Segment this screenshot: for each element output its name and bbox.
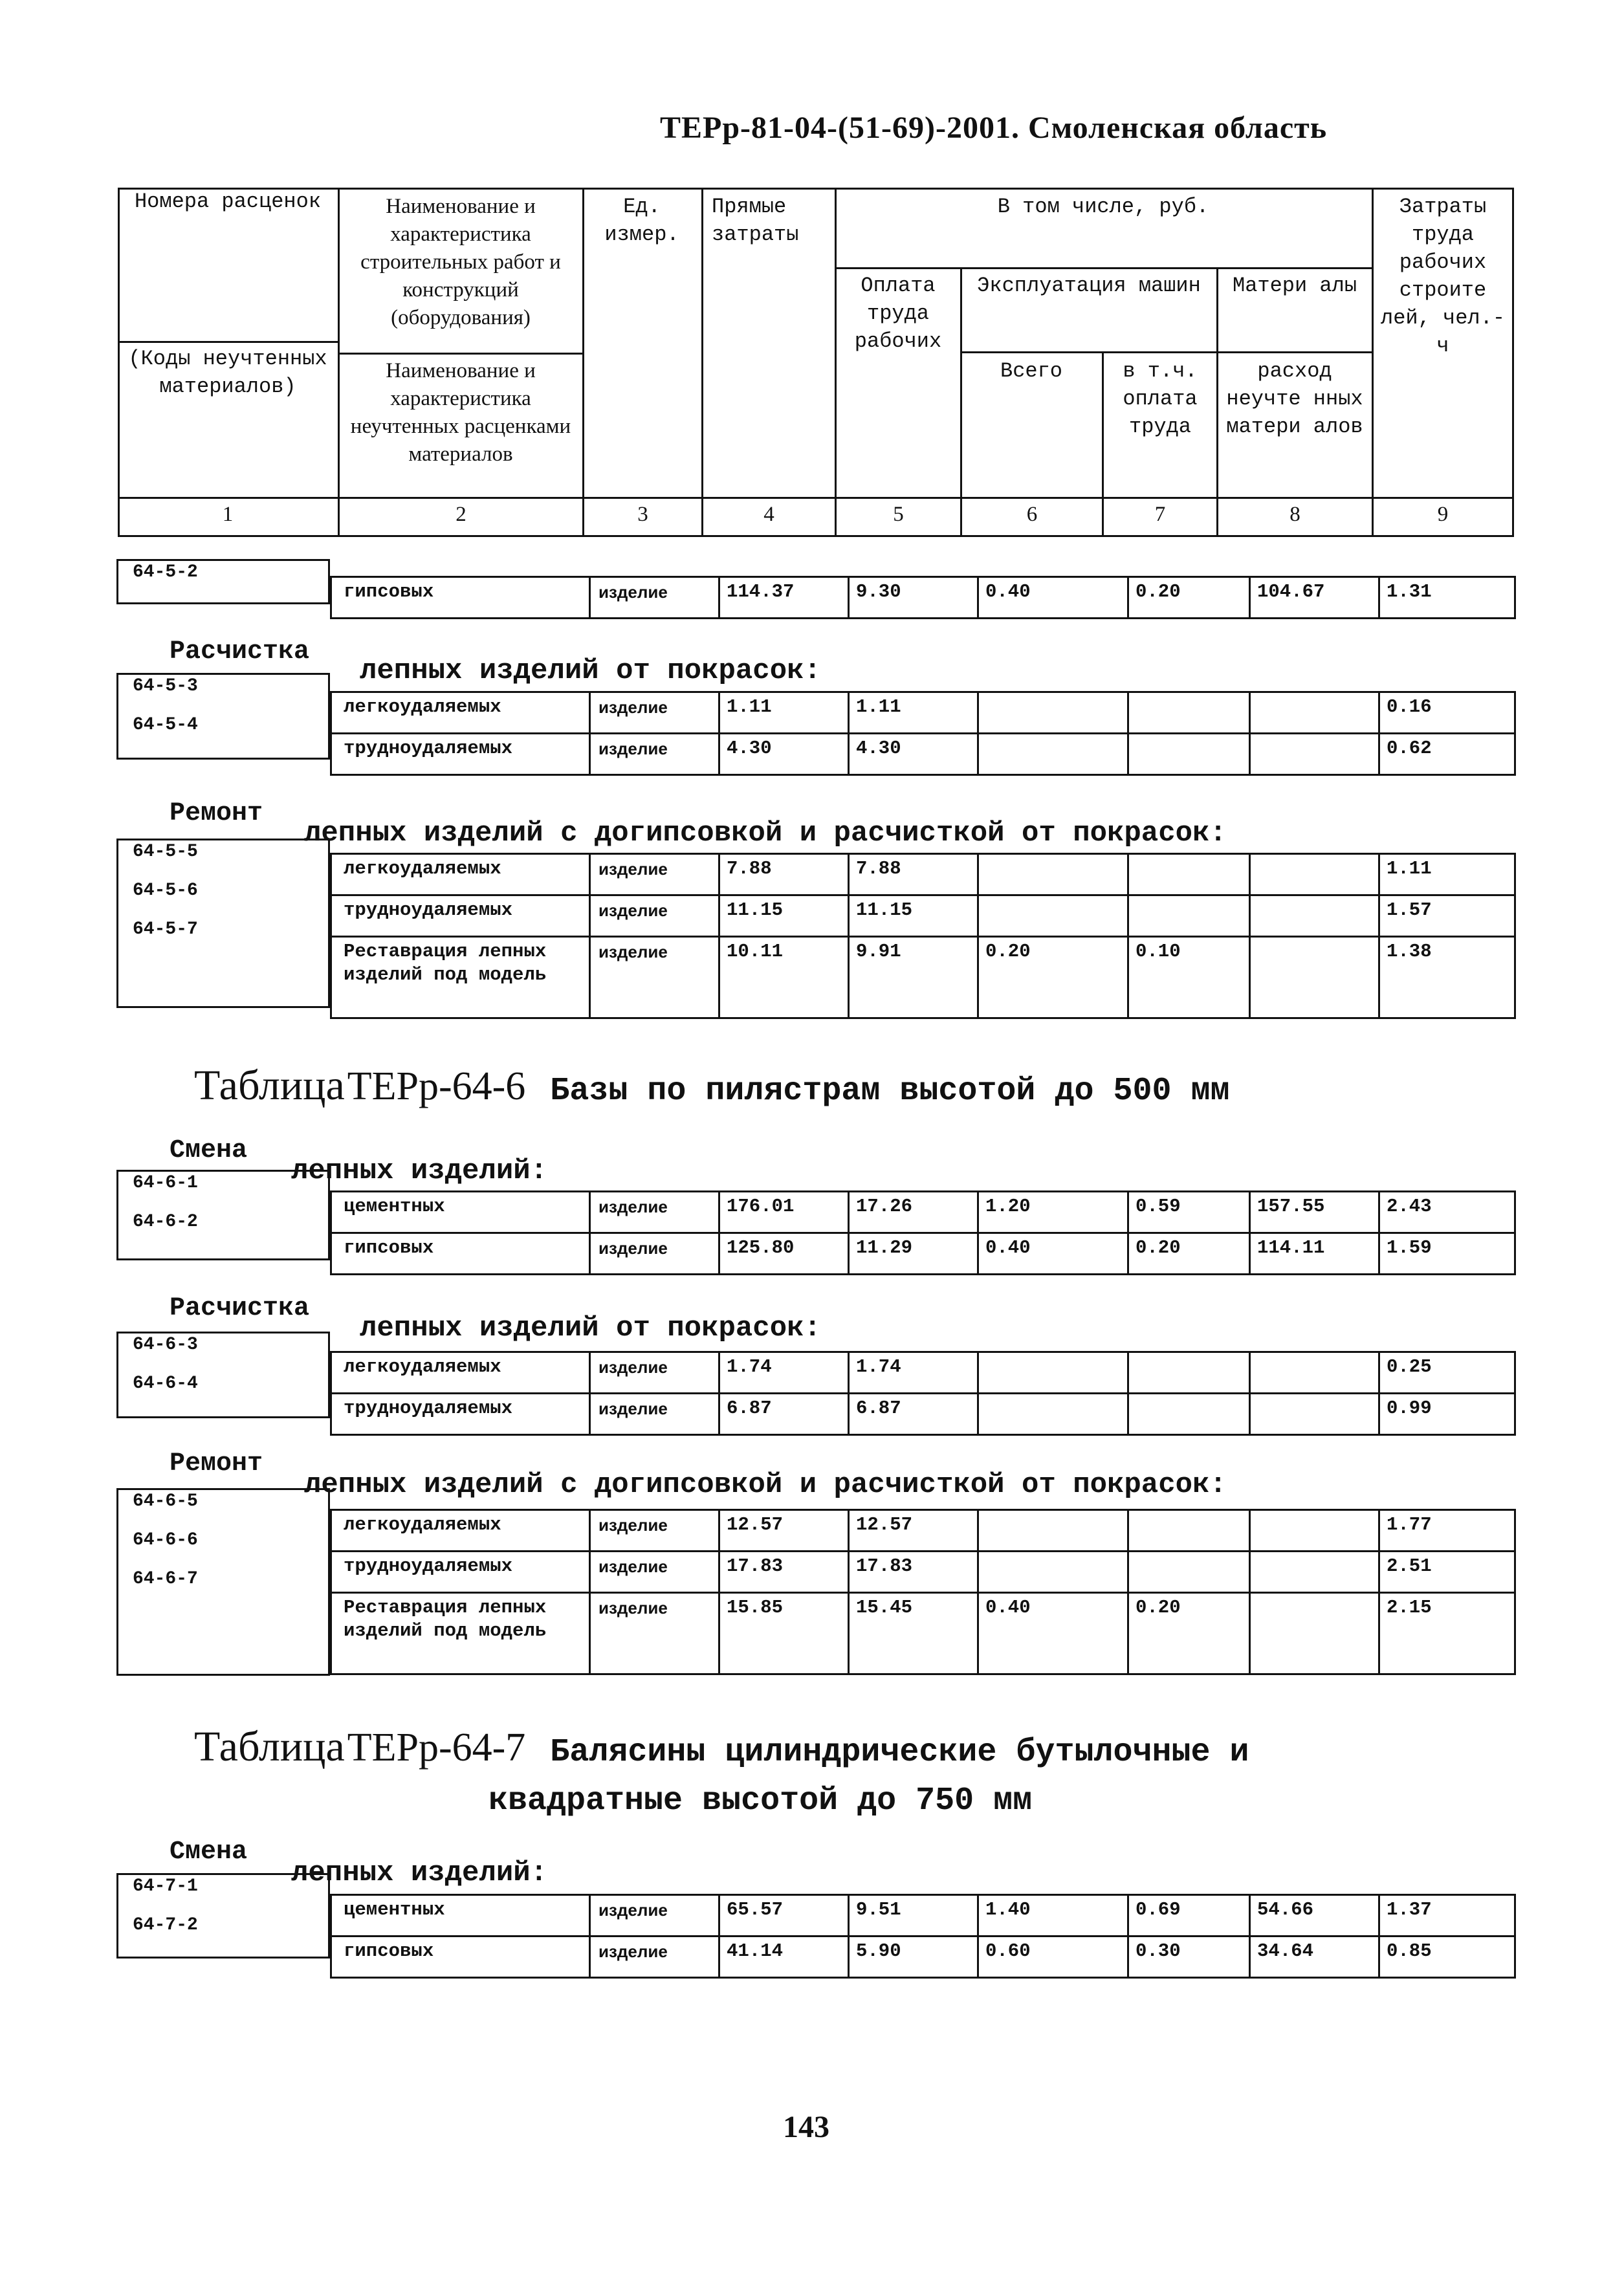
row-mach-labor: [1128, 1352, 1250, 1394]
hdr-col1-bottom: (Коды неучтенных материалов): [128, 347, 327, 399]
row-mach-total: [978, 854, 1128, 895]
table-code: ТЕРр-64-6: [347, 1064, 526, 1108]
row-mach-total: 0.60: [978, 1936, 1128, 1978]
row-labor: 4.30: [849, 734, 978, 775]
row-materials: 157.55: [1250, 1192, 1379, 1233]
row-mach-labor: 0.20: [1128, 1593, 1250, 1674]
table-description: Базы по пилястрам высотой до 500 мм: [550, 1073, 1230, 1110]
section-lead: Смена: [170, 1838, 248, 1867]
row-mach-total: [978, 734, 1128, 775]
row-materials: [1250, 1510, 1379, 1552]
section-lead: Ремонт: [170, 799, 263, 828]
row-labor: 9.30: [849, 577, 978, 619]
row-name: Реставрация лепных изделий под модель: [331, 1593, 590, 1674]
row-direct: 7.88: [719, 854, 849, 895]
code-box: [116, 1488, 330, 1676]
row-direct: 4.30: [719, 734, 849, 775]
row-labor: 11.29: [849, 1233, 978, 1275]
code-box: [116, 1170, 330, 1260]
row-mach-total: [978, 1352, 1128, 1394]
row-materials: [1250, 937, 1379, 1018]
hdr-line: [835, 188, 837, 537]
page-number: 143: [783, 2110, 829, 2144]
row-unit: изделие: [590, 734, 719, 775]
section-heading: лепных изделий:: [291, 1857, 548, 1889]
rates-table: [330, 1351, 1516, 1436]
row-direct: 1.11: [719, 692, 849, 734]
row-name: гипсовых: [331, 1936, 590, 1978]
row-name: Реставрация лепных изделий под модель: [331, 937, 590, 1018]
row-mach-total: 0.40: [978, 577, 1128, 619]
rates-table: [330, 576, 1516, 619]
rate-code: 64-5-2: [133, 562, 198, 582]
hdr-unit: Ед. измер.: [604, 195, 679, 247]
row-materials: [1250, 734, 1379, 775]
row-labor: 7.88: [849, 854, 978, 895]
row-hours: 1.11: [1379, 854, 1515, 895]
hdr-line: [1512, 188, 1514, 537]
row-materials: [1250, 1352, 1379, 1394]
row-labor: 17.83: [849, 1552, 978, 1593]
table-row: [331, 1192, 1515, 1233]
row-direct: 15.85: [719, 1593, 849, 1674]
row-materials: [1250, 1394, 1379, 1435]
row-direct: 11.15: [719, 895, 849, 937]
table-row: [331, 1352, 1515, 1394]
hdr-in-total: В том числе, руб.: [997, 195, 1209, 219]
row-unit: изделие: [590, 937, 719, 1018]
hdr-line: [960, 351, 1216, 353]
row-labor: 12.57: [849, 1510, 978, 1552]
rate-code: 64-6-4: [133, 1374, 198, 1394]
hdr-line: [338, 353, 582, 355]
hdr-mach-labor: в т.ч. оплата труда: [1123, 359, 1198, 439]
hdr-line: [118, 535, 1514, 537]
section-heading: лепных изделий от покрасок:: [360, 655, 821, 687]
row-labor: 11.15: [849, 895, 978, 937]
rate-code: 64-6-6: [133, 1530, 198, 1550]
row-direct: 1.74: [719, 1352, 849, 1394]
row-materials: 34.64: [1250, 1936, 1379, 1978]
row-hours: 1.31: [1379, 577, 1515, 619]
row-mach-labor: 0.10: [1128, 937, 1250, 1018]
col-number: 8: [1289, 503, 1300, 526]
hdr-line: [118, 341, 338, 343]
row-name: легкоудаляемых: [331, 854, 590, 895]
rate-code: 64-6-2: [133, 1212, 198, 1232]
code-box: [116, 1332, 330, 1418]
hdr-col1-top: Номера расценок: [134, 190, 322, 214]
table-description-line2: квадратные высотой до 750 мм: [488, 1783, 1033, 1819]
table-row: [331, 895, 1515, 937]
row-direct: 6.87: [719, 1394, 849, 1435]
table-word: Таблица: [194, 1723, 345, 1770]
row-name: трудноудаляемых: [331, 1394, 590, 1435]
row-mach-labor: 0.59: [1128, 1192, 1250, 1233]
row-labor: 5.90: [849, 1936, 978, 1978]
hdr-materials: Матери алы: [1232, 274, 1357, 298]
code-box: [116, 1873, 330, 1958]
row-labor: 6.87: [849, 1394, 978, 1435]
row-mach-labor: 0.30: [1128, 1936, 1250, 1978]
rates-table: [330, 691, 1516, 776]
code-box: [116, 673, 330, 760]
hdr-machines: Эксплуатация машин: [977, 274, 1201, 298]
rates-table: [330, 853, 1516, 1019]
section-heading: лепных изделий от покрасок:: [360, 1312, 821, 1344]
row-unit: изделие: [590, 1593, 719, 1674]
row-mach-total: [978, 692, 1128, 734]
row-unit: изделие: [590, 577, 719, 619]
row-name: гипсовых: [331, 1233, 590, 1275]
hdr-line: [118, 497, 1514, 499]
code-box: [116, 559, 330, 604]
row-hours: 1.77: [1379, 1510, 1515, 1552]
row-mach-total: [978, 1510, 1128, 1552]
row-hours: 2.15: [1379, 1593, 1515, 1674]
row-hours: 0.25: [1379, 1352, 1515, 1394]
table-row: [331, 577, 1515, 619]
row-materials: [1250, 854, 1379, 895]
row-mach-labor: 0.20: [1128, 1233, 1250, 1275]
row-unit: изделие: [590, 1394, 719, 1435]
row-hours: 1.37: [1379, 1895, 1515, 1936]
row-name: трудноудаляемых: [331, 895, 590, 937]
row-name: легкоудаляемых: [331, 692, 590, 734]
row-direct: 114.37: [719, 577, 849, 619]
row-name: цементных: [331, 1895, 590, 1936]
table-title-646: [194, 1061, 1229, 1110]
rate-code: 64-5-3: [133, 676, 198, 696]
row-name: трудноудаляемых: [331, 734, 590, 775]
row-mach-total: 0.20: [978, 937, 1128, 1018]
col-number: 6: [1026, 503, 1038, 526]
row-unit: изделие: [590, 1936, 719, 1978]
row-unit: изделие: [590, 1552, 719, 1593]
row-mach-labor: [1128, 1394, 1250, 1435]
row-hours: 1.38: [1379, 937, 1515, 1018]
row-unit: изделие: [590, 1192, 719, 1233]
document-title: ТЕРр-81-04-(51-69)-2001. Смоленская область: [660, 111, 1328, 145]
section-lead: Расчистка: [170, 1294, 310, 1323]
row-mach-labor: [1128, 692, 1250, 734]
row-labor: 1.74: [849, 1352, 978, 1394]
row-name: легкоудаляемых: [331, 1352, 590, 1394]
row-hours: 0.16: [1379, 692, 1515, 734]
row-direct: 176.01: [719, 1192, 849, 1233]
row-name: легкоудаляемых: [331, 1510, 590, 1552]
row-mach-total: 0.40: [978, 1593, 1128, 1674]
table-description: Балясины цилиндрические бутылочные и: [550, 1734, 1249, 1771]
section-heading: лепных изделий с догипсовкой и расчисткой от покрасок:: [304, 817, 1227, 850]
row-mach-total: 1.20: [978, 1192, 1128, 1233]
table-word: Таблица: [194, 1062, 345, 1109]
col-number: 9: [1437, 503, 1449, 526]
table-row: [331, 1895, 1515, 1936]
row-name: трудноудаляемых: [331, 1552, 590, 1593]
table-row: [331, 937, 1515, 1018]
hdr-line: [1216, 267, 1218, 537]
rate-code: 64-7-2: [133, 1915, 198, 1935]
row-unit: изделие: [590, 1233, 719, 1275]
hdr-materials-unaccounted: расход неучте нных матери алов: [1226, 359, 1363, 439]
row-hours: 0.99: [1379, 1394, 1515, 1435]
row-hours: 2.51: [1379, 1552, 1515, 1593]
rates-table: [330, 1894, 1516, 1979]
row-materials: [1250, 895, 1379, 937]
table-row: [331, 1510, 1515, 1552]
hdr-line: [1372, 188, 1374, 537]
row-mach-total: [978, 895, 1128, 937]
col-number: 5: [893, 503, 904, 526]
table-row: [331, 1593, 1515, 1674]
table-row: [331, 1552, 1515, 1593]
code-box: [116, 839, 330, 1008]
row-hours: 1.59: [1379, 1233, 1515, 1275]
hdr-mach-total: Всего: [1000, 359, 1062, 383]
hdr-line: [118, 188, 120, 537]
row-unit: изделие: [590, 1352, 719, 1394]
row-hours: 1.57: [1379, 895, 1515, 937]
col-number: 2: [455, 503, 466, 526]
row-labor: 1.11: [849, 692, 978, 734]
section-heading: лепных изделий с догипсовкой и расчисткой от покрасок:: [304, 1469, 1227, 1501]
row-mach-total: 1.40: [978, 1895, 1128, 1936]
hdr-line: [1216, 351, 1372, 353]
row-mach-labor: [1128, 1552, 1250, 1593]
row-labor: 15.45: [849, 1593, 978, 1674]
table-row: [331, 692, 1515, 734]
header-table: [118, 188, 1514, 537]
table-row: [331, 734, 1515, 775]
row-hours: 2.43: [1379, 1192, 1515, 1233]
table-row: [331, 854, 1515, 895]
row-labor: 17.26: [849, 1192, 978, 1233]
row-direct: 12.57: [719, 1510, 849, 1552]
rates-table: [330, 1509, 1516, 1675]
row-direct: 65.57: [719, 1895, 849, 1936]
row-name: цементных: [331, 1192, 590, 1233]
hdr-line: [701, 188, 703, 537]
rate-code: 64-6-7: [133, 1569, 198, 1589]
row-direct: 10.11: [719, 937, 849, 1018]
rate-code: 64-7-1: [133, 1876, 198, 1896]
hdr-labor: Оплата труда рабочих: [854, 274, 942, 353]
row-mach-labor: [1128, 895, 1250, 937]
row-materials: [1250, 1552, 1379, 1593]
table-row: [331, 1936, 1515, 1978]
row-materials: [1250, 692, 1379, 734]
hdr-col2-bottom: Наименование и характеристика неучтенных расценками материалов: [350, 359, 571, 466]
row-materials: 114.11: [1250, 1233, 1379, 1275]
rate-code: 64-5-7: [133, 919, 198, 939]
row-direct: 41.14: [719, 1936, 849, 1978]
rate-code: 64-5-6: [133, 881, 198, 901]
row-mach-total: [978, 1394, 1128, 1435]
hdr-direct: Прямые затраты: [712, 195, 799, 247]
section-lead: Смена: [170, 1136, 248, 1165]
rate-code: 64-6-1: [133, 1173, 198, 1193]
row-unit: изделие: [590, 895, 719, 937]
row-direct: 17.83: [719, 1552, 849, 1593]
table-title-647: [194, 1722, 1249, 1772]
row-mach-labor: [1128, 734, 1250, 775]
row-mach-labor: [1128, 1510, 1250, 1552]
hdr-line: [338, 188, 340, 537]
hdr-line: [835, 267, 1372, 269]
section-lead: Ремонт: [170, 1449, 263, 1478]
row-labor: 9.51: [849, 1895, 978, 1936]
row-materials: 104.67: [1250, 577, 1379, 619]
row-hours: 0.85: [1379, 1936, 1515, 1978]
table-row: [331, 1233, 1515, 1275]
row-mach-total: [978, 1552, 1128, 1593]
col-number: 4: [763, 503, 774, 526]
row-unit: изделие: [590, 854, 719, 895]
hdr-col2-top: Наименование и характеристика строительных работ и конструкций (оборудования): [360, 195, 561, 329]
col-number: 7: [1154, 503, 1166, 526]
row-unit: изделие: [590, 1895, 719, 1936]
rates-table: [330, 1190, 1516, 1275]
row-labor: 9.91: [849, 937, 978, 1018]
row-materials: 54.66: [1250, 1895, 1379, 1936]
hdr-line: [960, 267, 962, 537]
table-row: [331, 1394, 1515, 1435]
hdr-line: [582, 188, 584, 537]
col-number: 3: [637, 503, 648, 526]
row-mach-labor: 0.20: [1128, 577, 1250, 619]
row-name: гипсовых: [331, 577, 590, 619]
table-code: ТЕРр-64-7: [347, 1726, 526, 1770]
row-direct: 125.80: [719, 1233, 849, 1275]
section-lead: Расчистка: [170, 637, 310, 666]
row-materials: [1250, 1593, 1379, 1674]
row-mach-labor: [1128, 854, 1250, 895]
rate-code: 64-5-4: [133, 715, 198, 735]
rate-code: 64-6-5: [133, 1491, 198, 1511]
row-unit: изделие: [590, 1510, 719, 1552]
row-mach-total: 0.40: [978, 1233, 1128, 1275]
row-hours: 0.62: [1379, 734, 1515, 775]
col-number: 1: [222, 503, 234, 526]
rate-code: 64-5-5: [133, 842, 198, 862]
hdr-line: [118, 188, 1514, 190]
row-unit: изделие: [590, 692, 719, 734]
section-heading: лепных изделий:: [291, 1155, 548, 1187]
rate-code: 64-6-3: [133, 1335, 198, 1355]
hdr-labor-hours: Затраты труда рабочих строите лей, чел.-ч: [1380, 195, 1506, 358]
row-mach-labor: 0.69: [1128, 1895, 1250, 1936]
